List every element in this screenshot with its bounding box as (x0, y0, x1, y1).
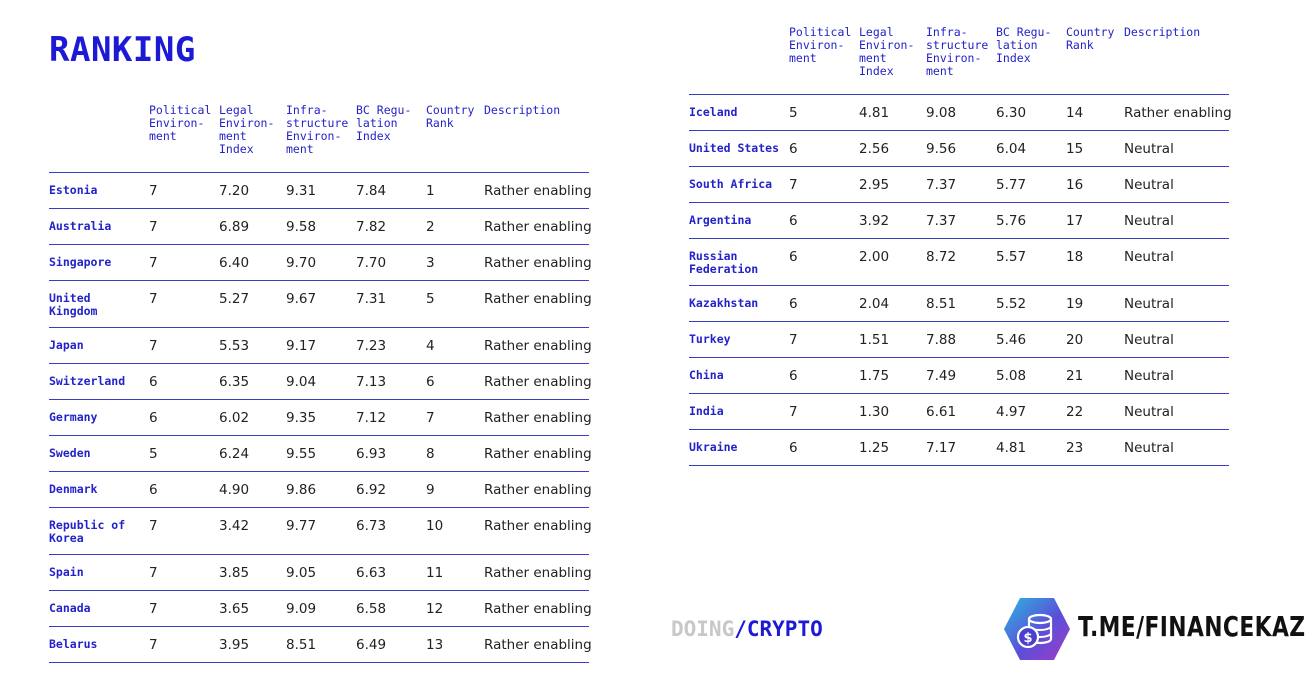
infrastructure-cell: 9.08 (926, 104, 957, 121)
infrastructure-cell: 9.58 (286, 218, 317, 235)
infrastructure-cell: 9.77 (286, 517, 317, 534)
country-rank-cell: 6 (426, 373, 435, 390)
political-cell: 7 (149, 600, 158, 617)
description-cell: Rather enabling (484, 636, 592, 653)
country-rank-cell: 12 (426, 600, 444, 617)
table-row (49, 363, 589, 399)
infrastructure-cell: 8.51 (286, 636, 317, 653)
infrastructure-cell: 8.72 (926, 248, 957, 265)
legal-cell: 1.30 (859, 403, 890, 420)
header-rank: Country Rank (426, 103, 475, 130)
table-row (49, 244, 589, 280)
description-cell: Rather enabling (484, 218, 592, 235)
infrastructure-cell: 9.70 (286, 254, 317, 271)
svg-text:$: $ (1023, 631, 1033, 646)
country-cell: Singapore (49, 254, 112, 269)
bc-regulation-cell: 6.58 (356, 600, 387, 617)
table-row (689, 285, 1229, 321)
political-cell: 7 (789, 331, 798, 348)
bc-regulation-cell: 6.30 (996, 104, 1027, 121)
header-country (689, 26, 789, 94)
description-cell: Rather enabling (484, 445, 592, 462)
legal-cell: 6.89 (219, 218, 250, 235)
table-row (689, 393, 1229, 429)
country-cell: Kazakhstan (689, 295, 759, 310)
country-rank-cell: 20 (1066, 331, 1084, 348)
political-cell: 7 (149, 564, 158, 581)
header-rank: Country Rank (1066, 25, 1115, 52)
political-cell: 5 (149, 445, 158, 462)
table-header-row (49, 104, 589, 172)
description-cell: Rather enabling (484, 290, 592, 307)
political-cell: 7 (149, 218, 158, 235)
bc-regulation-cell: 5.77 (996, 176, 1027, 193)
brand-separator: / (734, 617, 747, 641)
bc-regulation-cell: 6.04 (996, 140, 1027, 157)
telegram-handle: T.ME/FINANCEKAZ (1078, 610, 1305, 643)
table-row (49, 554, 589, 590)
political-cell: 6 (789, 140, 798, 157)
brand-part-doing: DOING (671, 617, 735, 641)
description-cell: Neutral (1124, 140, 1174, 157)
header-infra: Infra- structure Environ- ment (286, 103, 349, 156)
country-rank-cell: 11 (426, 564, 444, 581)
country-rank-cell: 2 (426, 218, 435, 235)
country-rank-cell: 21 (1066, 367, 1084, 384)
political-cell: 6 (149, 373, 158, 390)
country-rank-cell: 23 (1066, 439, 1084, 456)
political-cell: 6 (789, 212, 798, 229)
table-row (689, 321, 1229, 357)
country-rank-cell: 4 (426, 337, 435, 354)
legal-cell: 6.24 (219, 445, 250, 462)
legal-cell: 6.35 (219, 373, 250, 390)
description-cell: Neutral (1124, 439, 1174, 456)
legal-cell: 1.75 (859, 367, 890, 384)
country-cell: Germany (49, 409, 98, 424)
country-cell: United Kingdom (49, 290, 98, 318)
country-rank-cell: 1 (426, 182, 435, 199)
bc-regulation-cell: 7.31 (356, 290, 387, 307)
description-cell: Neutral (1124, 248, 1174, 265)
header-infra: Infra- structure Environ- ment (926, 25, 989, 78)
country-rank-cell: 22 (1066, 403, 1084, 420)
table-row (49, 327, 589, 363)
infrastructure-cell: 8.51 (926, 295, 957, 312)
description-cell: Rather enabling (484, 517, 592, 534)
country-cell: Denmark (49, 481, 98, 496)
legal-cell: 3.65 (219, 600, 250, 617)
header-political: Political Environ- ment (149, 103, 212, 143)
table-row (49, 280, 589, 327)
legal-cell: 2.95 (859, 176, 890, 193)
infrastructure-cell: 9.56 (926, 140, 957, 157)
bc-regulation-cell: 6.63 (356, 564, 387, 581)
brand-part-crypto: CRYPTO (746, 617, 823, 641)
description-cell: Rather enabling (484, 254, 592, 271)
table-row (689, 238, 1229, 285)
bc-regulation-cell: 7.23 (356, 337, 387, 354)
infrastructure-cell: 9.86 (286, 481, 317, 498)
political-cell: 7 (149, 337, 158, 354)
legal-cell: 2.04 (859, 295, 890, 312)
doing-crypto-logo (671, 617, 823, 641)
header-country (49, 104, 149, 172)
infrastructure-cell: 9.35 (286, 409, 317, 426)
bc-regulation-cell: 6.49 (356, 636, 387, 653)
country-cell: Argentina (689, 212, 752, 227)
country-rank-cell: 5 (426, 290, 435, 307)
political-cell: 6 (789, 439, 798, 456)
country-rank-cell: 10 (426, 517, 444, 534)
political-cell: 6 (789, 295, 798, 312)
legal-cell: 4.81 (859, 104, 890, 121)
political-cell: 5 (789, 104, 798, 121)
country-cell: Switzerland (49, 373, 126, 388)
country-rank-cell: 16 (1066, 176, 1084, 193)
ranking-table-left (49, 103, 592, 663)
infrastructure-cell: 7.37 (926, 176, 957, 193)
bc-regulation-cell: 5.46 (996, 331, 1027, 348)
country-cell: Canada (49, 600, 91, 615)
infrastructure-cell: 7.88 (926, 331, 957, 348)
description-cell: Rather enabling (484, 182, 592, 199)
legal-cell: 6.40 (219, 254, 250, 271)
bc-regulation-cell: 5.08 (996, 367, 1027, 384)
table-row (689, 130, 1229, 166)
country-rank-cell: 9 (426, 481, 435, 498)
table-row (49, 172, 589, 208)
table-row (49, 507, 589, 554)
legal-cell: 6.02 (219, 409, 250, 426)
table-row (689, 357, 1229, 393)
bc-regulation-cell: 6.93 (356, 445, 387, 462)
country-cell: China (689, 367, 724, 382)
country-cell: Turkey (689, 331, 731, 346)
description-cell: Rather enabling (484, 373, 592, 390)
political-cell: 7 (789, 403, 798, 420)
political-cell: 7 (149, 517, 158, 534)
table-row (49, 435, 589, 471)
bc-regulation-cell: 7.12 (356, 409, 387, 426)
header-bc: BC Regu- lation Index (996, 25, 1052, 65)
country-cell: Russian Federation (689, 248, 759, 276)
country-rank-cell: 14 (1066, 104, 1084, 121)
bc-regulation-cell: 5.57 (996, 248, 1027, 265)
bc-regulation-cell: 5.52 (996, 295, 1027, 312)
table-row (49, 208, 589, 244)
header-political: Political Environ- ment (789, 25, 852, 65)
country-cell: Sweden (49, 445, 91, 460)
political-cell: 6 (149, 409, 158, 426)
political-cell: 6 (789, 248, 798, 265)
legal-cell: 1.25 (859, 439, 890, 456)
country-rank-cell: 8 (426, 445, 435, 462)
description-cell: Neutral (1124, 295, 1174, 312)
infrastructure-cell: 7.49 (926, 367, 957, 384)
country-rank-cell: 7 (426, 409, 435, 426)
table-row (689, 94, 1229, 130)
country-cell: Republic of Korea (49, 517, 126, 545)
table-row (49, 471, 589, 507)
table-row (49, 626, 589, 662)
coin-stack-logo-icon (1003, 597, 1071, 661)
legal-cell: 7.20 (219, 182, 250, 199)
legal-cell: 4.90 (219, 481, 250, 498)
bc-regulation-cell: 6.92 (356, 481, 387, 498)
bc-regulation-cell: 5.76 (996, 212, 1027, 229)
country-cell: Australia (49, 218, 112, 233)
country-cell: Japan (49, 337, 84, 352)
description-cell: Rather enabling (484, 600, 592, 617)
bc-regulation-cell: 6.73 (356, 517, 387, 534)
description-cell: Neutral (1124, 403, 1174, 420)
infrastructure-cell: 9.09 (286, 600, 317, 617)
header-bc: BC Regu- lation Index (356, 103, 412, 143)
country-rank-cell: 17 (1066, 212, 1084, 229)
table-row (689, 166, 1229, 202)
infrastructure-cell: 9.55 (286, 445, 317, 462)
country-rank-cell: 18 (1066, 248, 1084, 265)
country-cell: Iceland (689, 104, 738, 119)
infrastructure-cell: 9.31 (286, 182, 317, 199)
country-rank-cell: 19 (1066, 295, 1084, 312)
country-cell: South Africa (689, 176, 773, 191)
description-cell: Neutral (1124, 176, 1174, 193)
country-cell: United States (689, 140, 780, 155)
bc-regulation-cell: 7.70 (356, 254, 387, 271)
country-cell: Ukraine (689, 439, 738, 454)
page-title: RANKING (49, 30, 196, 70)
infrastructure-cell: 7.37 (926, 212, 957, 229)
infrastructure-cell: 7.17 (926, 439, 957, 456)
bc-regulation-cell: 7.13 (356, 373, 387, 390)
legal-cell: 2.56 (859, 140, 890, 157)
table-row (689, 429, 1229, 465)
legal-cell: 5.27 (219, 290, 250, 307)
table-row (49, 399, 589, 435)
bc-regulation-cell: 7.82 (356, 218, 387, 235)
political-cell: 7 (149, 290, 158, 307)
legal-cell: 5.53 (219, 337, 250, 354)
political-cell: 7 (149, 182, 158, 199)
legal-cell: 3.42 (219, 517, 250, 534)
country-rank-cell: 15 (1066, 140, 1084, 157)
country-cell: India (689, 403, 724, 418)
header-description: Description (484, 103, 561, 117)
legal-cell: 3.95 (219, 636, 250, 653)
infrastructure-cell: 9.05 (286, 564, 317, 581)
country-cell: Belarus (49, 636, 98, 651)
description-cell: Neutral (1124, 331, 1174, 348)
description-cell: Rather enabling (484, 564, 592, 581)
country-cell: Estonia (49, 182, 98, 197)
infrastructure-cell: 6.61 (926, 403, 957, 420)
legal-cell: 3.85 (219, 564, 250, 581)
description-cell: Rather enabling (484, 337, 592, 354)
legal-cell: 3.92 (859, 212, 890, 229)
table-row (689, 202, 1229, 238)
description-cell: Neutral (1124, 367, 1174, 384)
political-cell: 6 (149, 481, 158, 498)
bc-regulation-cell: 4.97 (996, 403, 1027, 420)
political-cell: 7 (149, 254, 158, 271)
header-legal: Legal Environ- ment Index (219, 103, 275, 156)
bc-regulation-cell: 4.81 (996, 439, 1027, 456)
table-row (49, 590, 589, 626)
description-cell: Rather enabling (484, 409, 592, 426)
infrastructure-cell: 9.04 (286, 373, 317, 390)
infrastructure-cell: 9.17 (286, 337, 317, 354)
header-legal: Legal Environ- ment Index (859, 25, 915, 78)
description-cell: Rather enabling (484, 481, 592, 498)
country-rank-cell: 3 (426, 254, 435, 271)
description-cell: Rather enabling (1124, 104, 1232, 121)
country-rank-cell: 13 (426, 636, 444, 653)
header-description: Description (1124, 25, 1201, 39)
table-header-row (689, 26, 1229, 94)
country-cell: Spain (49, 564, 84, 579)
political-cell: 7 (149, 636, 158, 653)
bc-regulation-cell: 7.84 (356, 182, 387, 199)
infrastructure-cell: 9.67 (286, 290, 317, 307)
ranking-table-right (689, 25, 1232, 466)
legal-cell: 2.00 (859, 248, 890, 265)
political-cell: 6 (789, 367, 798, 384)
political-cell: 7 (789, 176, 798, 193)
legal-cell: 1.51 (859, 331, 890, 348)
description-cell: Neutral (1124, 212, 1174, 229)
